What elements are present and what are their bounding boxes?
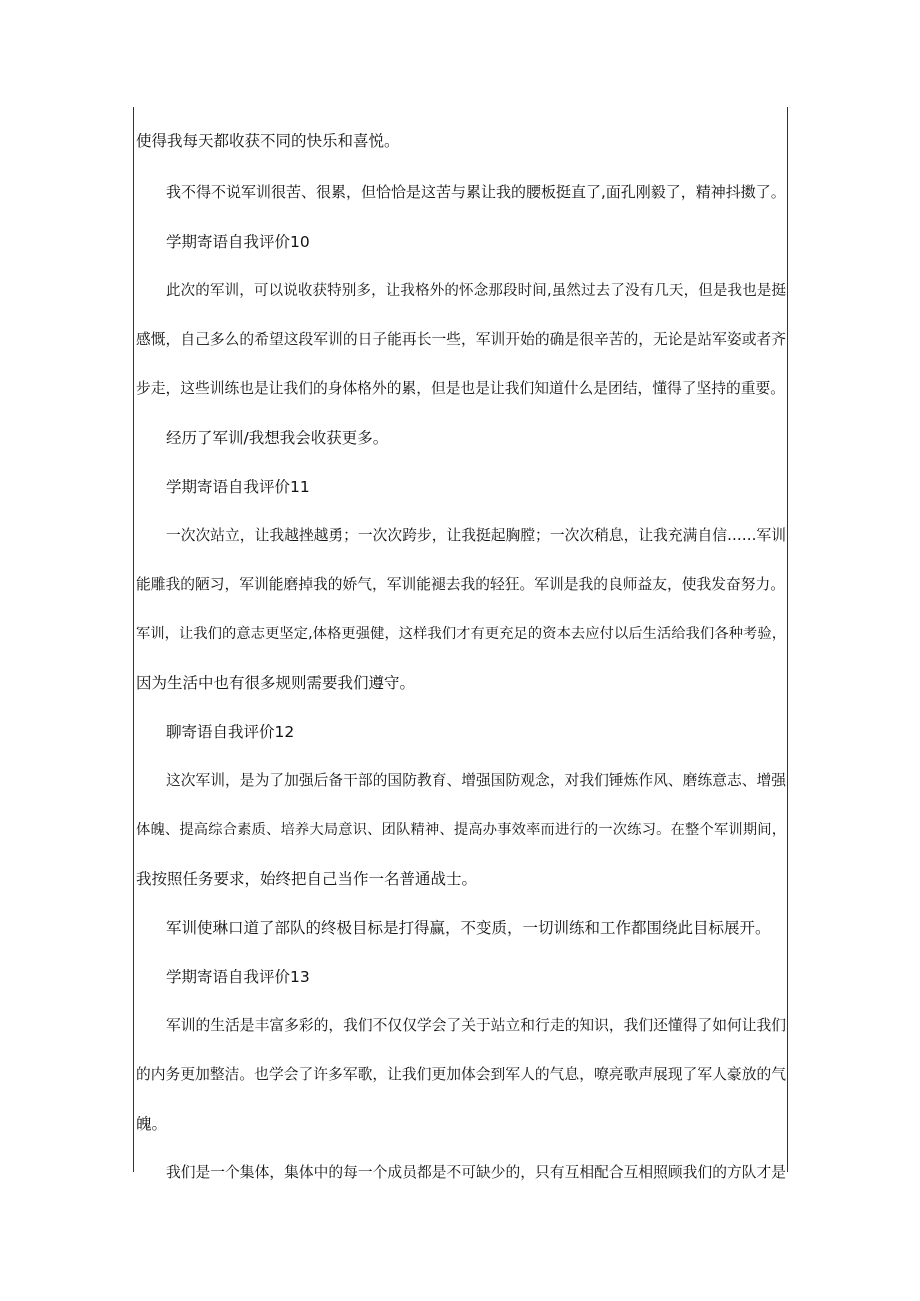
paragraph-line: 军训使琳口道了部队的终极目标是打得赢，不变质，一切训练和工作都围绕此目标展开。 xyxy=(166,919,771,937)
paragraph-line: 我按照任务要求，始终把自己当作一名普通战士。 xyxy=(136,870,478,888)
paragraph-line: 此次的军训，可以说收获特别多，让我格外的怀念那段时间,虽然过去了没有几天，但是我也是挺 xyxy=(166,283,786,299)
paragraph-line: 经历了军训/我想我会收获更多。 xyxy=(166,429,389,447)
paragraph-line: 一次次站立，让我越挫越勇；一次次跨步，让我挺起胸膛；一次次稍息，让我充满自信……军训 xyxy=(166,527,786,544)
section-heading: 学期寄语自我评价11 xyxy=(166,478,310,496)
section-heading: 学期寄语自我评价10 xyxy=(166,233,310,251)
paragraph-line: 的内务更加整洁。也学会了许多军歌，让我们更加体会到军人的气息，嘹亮歌声展现了军人豪放的气 xyxy=(136,1066,786,1083)
paragraph-line: 体魄、提高综合素质、培养大局意识、团队精神、提高办事效率而进行的一次练习。在整个军训期间， xyxy=(136,822,786,838)
paragraph-line: 我不得不说军训很苦、很累，但恰恰是这苦与累让我的腰板挺直了,面孔刚毅了，精神抖擞了。 xyxy=(166,183,786,201)
section-heading: 聊寄语自我评价12 xyxy=(166,723,295,741)
paragraph-line: 步走，这些训练也是让我们的身体格外的累，但是也是让我们知道什么是团结，懂得了坚持的重要。 xyxy=(136,380,785,397)
paragraph-line: 使得我每天都收获不同的快乐和喜悦。 xyxy=(136,132,400,150)
section-heading: 学期寄语自我评价13 xyxy=(166,968,310,986)
paragraph-line: 这次军训，是为了加强后备干部的国防教育、增强国防观念，对我们锤炼作风、磨练意志、增强 xyxy=(166,772,786,789)
paragraph-line: 因为生活中也有很多规则需要我们遵守。 xyxy=(136,674,416,692)
paragraph-line: 军训，让我们的意志更坚定,体格更强健，这样我们才有更充足的资本去应付以后生活给我们各种考验， xyxy=(136,626,786,642)
paragraph-line: 军训的生活是丰富多彩的，我们不仅仅学会了关于站立和行走的知识，我们还懂得了如何让我们 xyxy=(166,1017,786,1034)
paragraph-line: 我们是一个集体，集体中的每一个成员都是不可缺少的，只有互相配合互相照顾我们的方队才是 xyxy=(166,1164,786,1181)
paragraph-line: 感慨，自己多么的希望这段军训的日子能再长一些，军训开始的确是很辛苦的，无论是站军姿或者齐 xyxy=(136,331,786,348)
paragraph-line: 能雕我的陋习，军训能磨掉我的娇气，军训能褪去我的轻狂。军训是我的良师益友，使我发奋努力。 xyxy=(136,576,785,593)
paragraph-line: 魄。 xyxy=(136,1115,168,1133)
left-margin-rule xyxy=(133,107,134,1172)
right-margin-rule xyxy=(787,107,788,1172)
